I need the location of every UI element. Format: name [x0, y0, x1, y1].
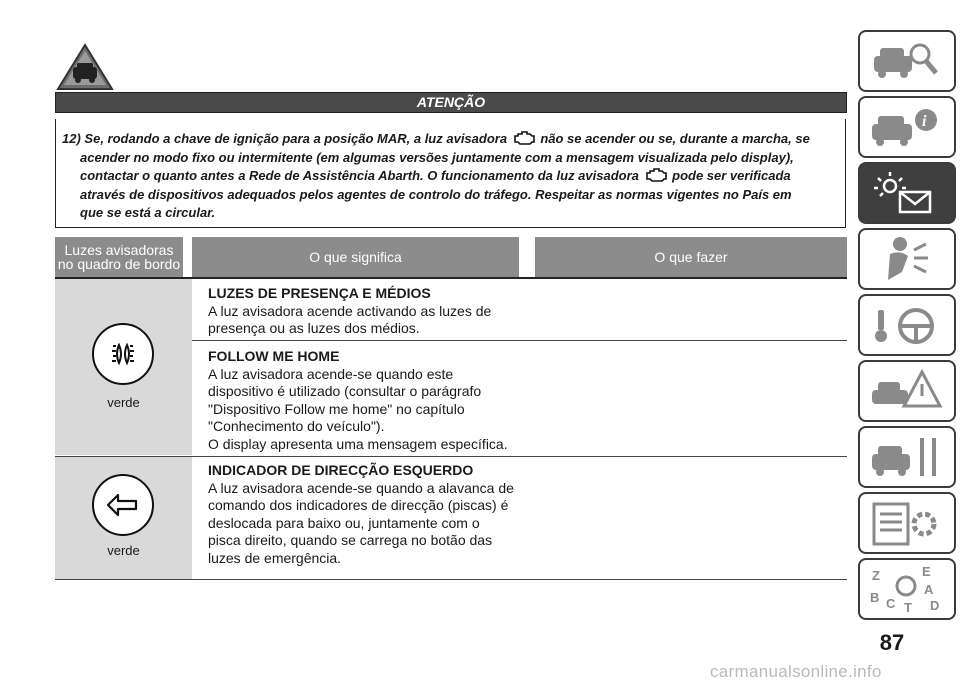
page-number: 87 [879, 630, 905, 655]
tab-car-info[interactable] [858, 96, 956, 158]
car-wrench-icon [860, 428, 954, 486]
svg-text:B: B [870, 590, 880, 605]
attention-line-1: 12) Se, rodando a chave de ignição para a posição MAR, a luz avisadora não se acender ou se, durante a marcha, se [62, 131, 810, 146]
color-label-green: verde [107, 543, 140, 558]
entry-left-indicator: INDICADOR DE DIRECÇÃO ESQUERDO A luz avisadora acende-se quando a alavanca de comando dos indicadores de direcção (piscas) é deslocada para baixo ou, juntamente com o pisca direito, quando se carrega no botão das luzes de emergência. [208, 462, 514, 566]
tab-safety[interactable] [858, 228, 956, 290]
airbag-person-icon [860, 230, 954, 288]
svg-text:i: i [922, 113, 927, 130]
header-meaning: O que significa [192, 237, 519, 277]
alphabetical-index-icon [860, 560, 954, 618]
car-info-icon [860, 98, 954, 156]
watermark: carmanualsonline.info [710, 662, 882, 681]
svg-text:Z: Z [872, 568, 880, 583]
key-steering-wheel-icon [860, 296, 954, 354]
tab-maintenance[interactable] [858, 426, 956, 488]
entry-follow-me-home: FOLLOW ME HOME A luz avisadora acende-se quando este dispositivo é utilizado (consultar o parágrafo "Dispositivo Follow me home" no capítulo "Conhecimento do veículo"). O display apresenta uma mensagem específica. [208, 348, 508, 452]
specifications-gear-icon [860, 494, 954, 552]
engine-warning-icon [645, 168, 667, 182]
attention-title: ATENÇÃO [55, 92, 847, 113]
entry-position-lights: LUZES DE PRESENÇA E MÉDIOS A luz avisadora acende activando as luzes de presença ou as luzes dos médios. [208, 285, 492, 336]
header-warning-lights: Luzes avisadoras no quadro de bordo [55, 237, 183, 277]
svg-text:E: E [922, 564, 931, 579]
tab-index[interactable] [858, 558, 956, 620]
position-lights-icon [92, 323, 154, 385]
warning-light-message-icon [860, 164, 954, 222]
svg-text:C: C [886, 596, 896, 611]
row-divider [55, 579, 847, 580]
note-number: 12) [62, 131, 81, 146]
color-label-green: verde [107, 395, 140, 410]
tab-car-search[interactable] [858, 30, 956, 92]
car-triangle-warning-icon [860, 362, 954, 420]
warning-car-icon [55, 42, 115, 92]
left-turn-arrow-icon [92, 474, 154, 536]
car-search-icon [860, 32, 954, 90]
svg-text:A: A [924, 582, 934, 597]
tab-technical-data[interactable] [858, 492, 956, 554]
svg-text:D: D [930, 598, 940, 613]
row-divider [192, 340, 847, 341]
attention-text: 12) Se, rodando a chave de ignição para a posição MAR, a luz avisadora não se acender ou se, durante a marcha, se acender no modo fixo ou intermitente (em algumas versões juntamente com a mensagem visualizada pelo display), contactar o quanto antes a Rede de Assistência Abarth. O funcionamento da luz avisadora pode ser verificada através de dispositivos adequados pelos agentes de controlo do tráfego. Respeitar as normas vigentes no País em que se está a circular. [62, 131, 810, 220]
tab-warning-lights[interactable] [858, 162, 956, 224]
svg-text:T: T [904, 600, 912, 615]
engine-warning-icon [513, 131, 535, 145]
tab-starting-driving[interactable] [858, 294, 956, 356]
tab-emergency[interactable] [858, 360, 956, 422]
header-what-to-do: O que fazer [535, 237, 847, 277]
